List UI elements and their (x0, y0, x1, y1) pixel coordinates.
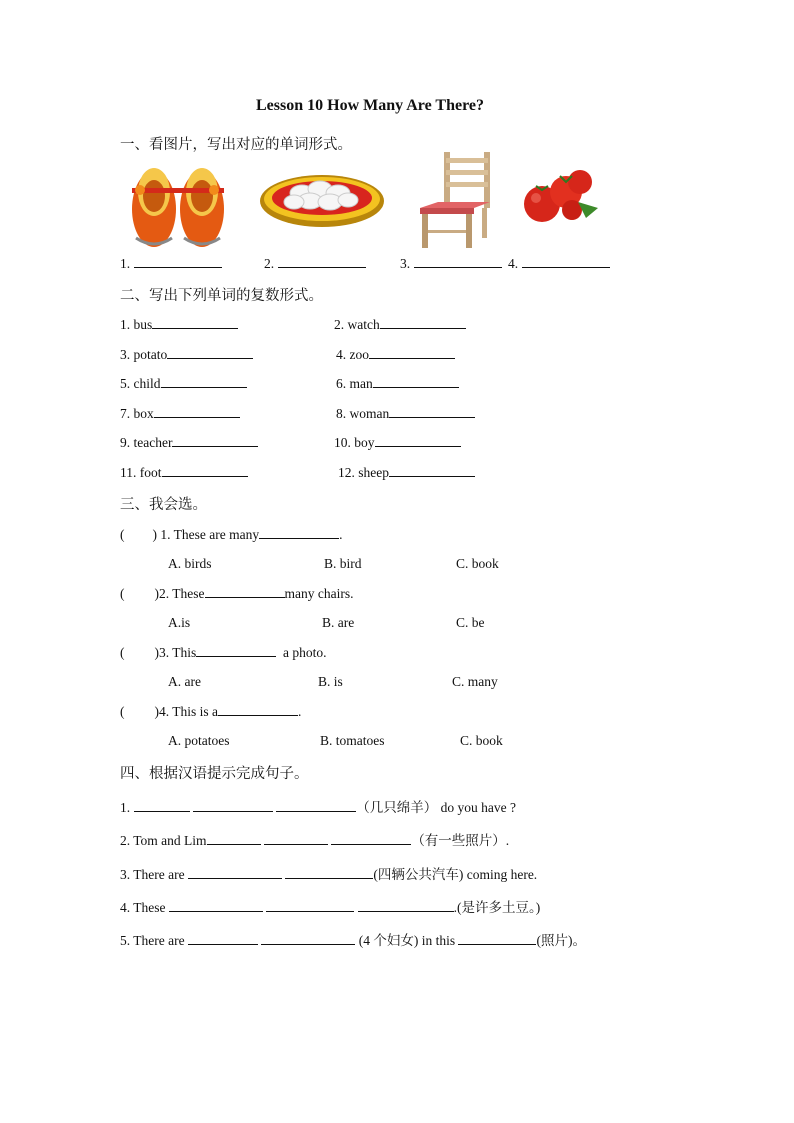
picture-answer-number: 1. (120, 256, 131, 271)
plural-item[interactable]: 11. foot (120, 464, 248, 481)
choice-question-4: ( )4. This is a . (120, 704, 302, 719)
option-c[interactable]: C. book (456, 556, 499, 571)
picture-answer-number: 2. (264, 256, 275, 271)
section2-heading: 二、写出下列单词的复数形式。 (120, 288, 323, 304)
answer-bracket[interactable] (125, 703, 155, 716)
chair-icon (418, 150, 494, 250)
plural-item[interactable]: 7. box (120, 405, 240, 422)
choice-question-2: ( )2. These many chairs. (120, 586, 354, 601)
plural-item[interactable]: 5. child (120, 375, 247, 392)
option-a[interactable]: A. potatoes (168, 733, 230, 748)
option-c[interactable]: C. many (452, 674, 498, 689)
plural-item[interactable]: 12. sheep (338, 464, 475, 481)
choice-question-1: ( ) 1. These are many . (120, 527, 343, 542)
shoes-icon (128, 152, 228, 252)
plural-item[interactable]: 3. potato (120, 346, 253, 363)
plural-item[interactable]: 10. boy (334, 434, 461, 451)
answer-bracket[interactable] (125, 526, 153, 539)
plural-item[interactable]: 8. woman (336, 405, 475, 422)
option-c[interactable]: C. book (460, 733, 503, 748)
sentence-2[interactable]: 2. Tom and Lim （有一些照片）. (120, 833, 510, 848)
plural-item[interactable]: 1. bus (120, 316, 238, 333)
option-b[interactable]: B. are (322, 615, 355, 630)
section3-heading: 三、我会选。 (120, 497, 207, 513)
dumplings-icon (258, 165, 386, 229)
sentence-5[interactable]: 5. There are (4 个妇女) in this (照片)。 (120, 933, 586, 948)
sentence-1[interactable]: 1. （几只绵羊） do you have ? (120, 800, 516, 815)
answer-bracket[interactable] (125, 644, 155, 657)
section4-heading: 四、根据汉语提示完成句子。 (120, 766, 309, 782)
option-a[interactable]: A.is (168, 615, 191, 630)
answer-bracket[interactable] (125, 585, 155, 598)
option-b[interactable]: B. is (318, 674, 343, 689)
picture-answer-1[interactable] (120, 255, 222, 272)
sentence-4[interactable]: 4. These .(是许多土豆。) (120, 900, 541, 915)
picture-answer-number: 4. (508, 256, 519, 271)
option-c[interactable]: C. be (456, 615, 485, 630)
option-a[interactable]: A. birds (168, 556, 212, 571)
picture-answer-3[interactable] (400, 255, 502, 272)
option-a[interactable]: A. are (168, 674, 201, 689)
picture-answer-number: 3. (400, 256, 411, 271)
tomatoes-icon (520, 168, 600, 226)
plural-item[interactable]: 9. teacher (120, 434, 258, 451)
plural-item[interactable]: 6. man (336, 375, 459, 392)
choice-question-3: ( )3. This a photo. (120, 645, 327, 660)
picture-answer-4[interactable] (508, 255, 610, 272)
plural-item[interactable]: 4. zoo (336, 346, 455, 363)
option-b[interactable]: B. bird (324, 556, 362, 571)
option-b[interactable]: B. tomatoes (320, 733, 385, 748)
plural-item[interactable]: 2. watch (334, 316, 466, 333)
picture-answer-2[interactable] (264, 255, 366, 272)
sentence-3[interactable]: 3. There are (四辆公共汽车) coming here. (120, 867, 538, 882)
section1-heading: 一、看图片，写出对应的单词形式。 (120, 137, 352, 153)
page-title: Lesson 10 How Many Are There? (256, 97, 485, 114)
